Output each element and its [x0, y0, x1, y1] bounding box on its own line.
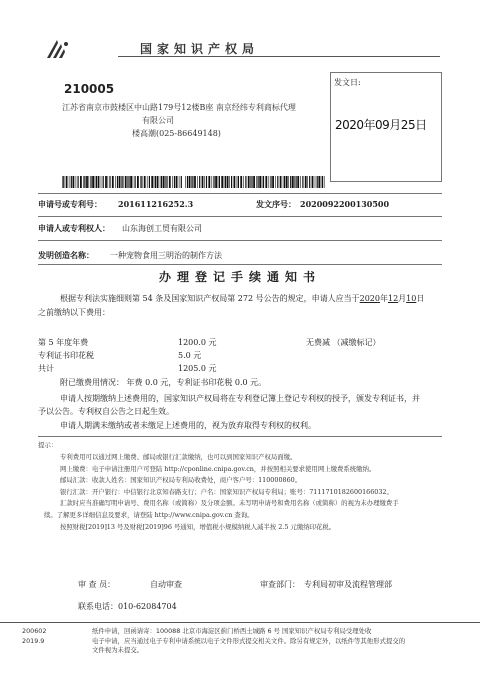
app-no-label: 申请号或专利号： [38, 199, 102, 209]
notice-paragraph: 申请人期满未缴纳或者未缴足上述费用的，视为放弃取得专利权的权利。 [60, 421, 316, 430]
tip-line: 专利费用可以通过网上缴费、邮局或银行汇款缴纳，也可以到国家知识产权局面缴。 [60, 453, 297, 461]
tip-line: 续。了解更多详细信息及要求，请登陆 http://www.cnipa.gov.cn 查询。 [44, 510, 254, 519]
invention-label: 发明创造名称： [38, 250, 94, 260]
fee-name: 专利证书印花税 [38, 351, 94, 360]
phone: 联系电话：010-62084704 [78, 602, 177, 611]
notice-paragraph: 根据专利法实施细则第 54 条及国家知识产权局第 272 号公告的规定，申请人应当于2020年12月10日 [60, 294, 425, 303]
tip-line: 银行汇款：开户银行：中信银行北京知春路支行；户名：国家知识产权局专利局；账号：7111710182600166032。 [60, 487, 393, 496]
footer-line: 文件视为未提交。 [92, 646, 144, 654]
applicant: 山东海创工贸有限公司 [122, 224, 202, 233]
address-line: 楼高潮(025-86649148) [132, 129, 221, 138]
footer-line: 纸件申请，回函请寄：100088 北京市海淀区蓟门桥西土城路 6 号 国家知识产权局专利局受理处收 [92, 627, 372, 635]
issue-date: 2020年09月25日 [335, 118, 427, 132]
notice-paragraph: 之前缴纳以下费用： [38, 308, 110, 317]
fee-name: 共计 [38, 364, 54, 373]
barcode [185, 176, 325, 188]
dept-label: 审查部门： [260, 580, 300, 589]
address-line: 江苏省南京市鼓楼区中山路179号12楼B座 南京经纬专利商标代理 [62, 103, 296, 112]
notice-title: 办理登记手续通知书 [158, 270, 321, 284]
divider [38, 240, 442, 241]
form-version: 2019.9 [22, 636, 45, 645]
fee-note: 无费减 （减缴标记） [306, 338, 381, 347]
divider [38, 193, 442, 194]
tip-line: 汇款时应当准确写明申请号、费用名称（或简称）及分项金额。未写明申请号和费用名称（或简称）的视为未办理缴费手 [60, 499, 399, 508]
fee-amount: 1200.0 元 [178, 338, 217, 347]
divider [38, 264, 442, 265]
fee-amount: 5.0 元 [178, 351, 202, 360]
tips-list [38, 452, 443, 533]
form-code: 200602 [22, 627, 47, 635]
zip-code: 210005 [64, 82, 115, 96]
address-line: 有限公司 [142, 116, 174, 125]
attached-fees: 附已缴费用情况： 年费 0.0 元，专利证书印花税 0.0 元。 [60, 378, 267, 387]
divider [38, 216, 442, 217]
tip-line: 网上缴费：电子申请注册用户可登陆 http://cponline.cnipa.gov.cn，并按照相关要求使用网上缴费系统缴纳。 [60, 464, 376, 473]
applicant-label: 申请人或专利权人： [38, 223, 110, 233]
examiner: 自动审查 [150, 580, 182, 589]
invention-title: 一种宠物食用三明治的制作方法 [110, 251, 222, 260]
serial-label: 发文序号： [256, 199, 296, 209]
fee-amount: 1205.0 元 [178, 364, 217, 373]
dept: 专利局初审及流程管理部 [304, 580, 392, 589]
tip-line: 邮局汇款：收款人姓名：国家知识产权局专利局收费处，商户客户号：110000860。 [60, 476, 302, 485]
header-rule [118, 56, 440, 57]
tips-label: 提示： [38, 441, 58, 449]
office-title: 国家知识产权局 [140, 42, 260, 56]
examiner-label: 审 查 员： [78, 580, 116, 589]
notice-paragraph: 申请人按期缴纳上述费用的，国家知识产权局将在专利登记簿上登记专利权的授予，颁发专利证书，并 [60, 394, 420, 403]
app-no: 201611216252.3 [118, 199, 194, 209]
footer-line: 电子申请，应当通过电子专利申请系统以电子文件形式提交相关文件。除另有规定外，以纸件等其他形式提交的 [92, 636, 406, 645]
footer-rule [0, 622, 480, 623]
date-label: 发文日: [334, 78, 361, 87]
footer-text [92, 627, 470, 656]
notice-paragraph: 予以公告。专利权自公告之日起生效。 [38, 407, 174, 416]
serial-no: 2020092200130500 [300, 199, 390, 209]
divider [38, 436, 442, 437]
barcode [62, 176, 182, 188]
cnipa-logo-icon [44, 36, 70, 62]
fee-name: 第 5 年度年费 [38, 338, 89, 347]
tip-line: 按照财税[2019]13 号及财税[2019]96 号通知，增值税小规模纳税人减半按 2.5 元缴纳印花税。 [60, 522, 336, 531]
